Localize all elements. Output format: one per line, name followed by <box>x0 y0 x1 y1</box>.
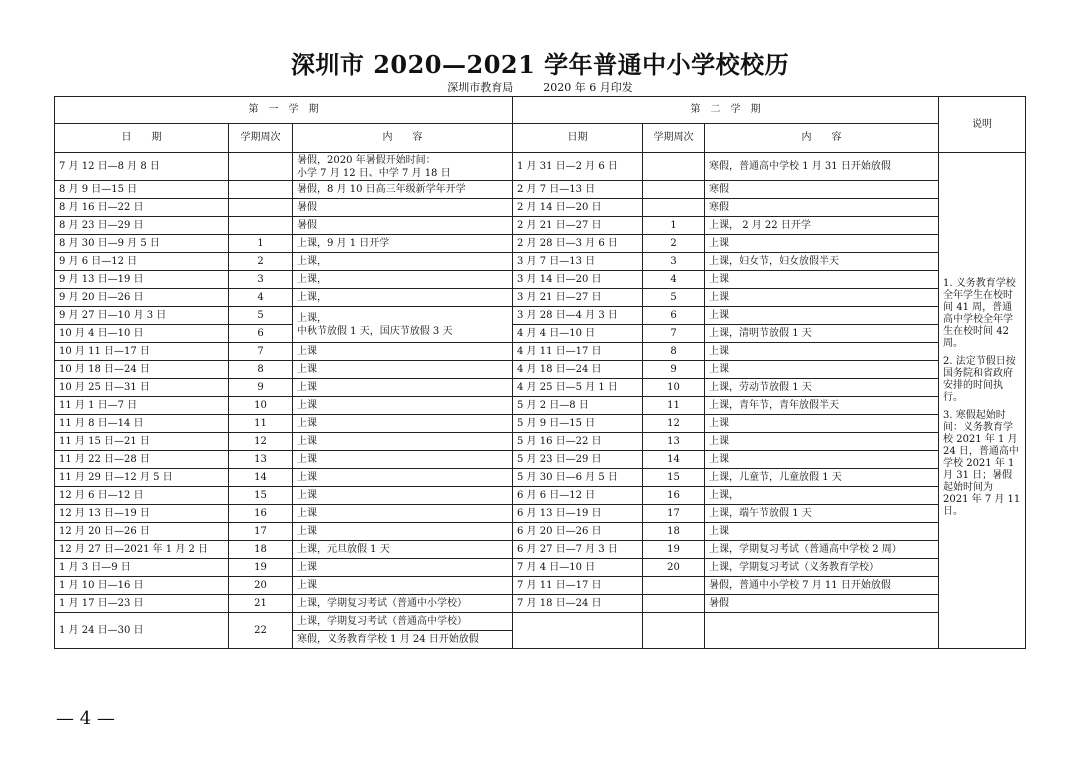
s1-content-text: 上课 <box>297 399 317 411</box>
s2-content-cell: 暑假，普通中小学校 7 月 11 日开始放假 <box>705 577 939 595</box>
s2-week-cell: 15 <box>643 469 705 487</box>
s1-date-cell: 10 月 25 日—31 日 <box>55 379 229 397</box>
table-row <box>55 595 1026 613</box>
s2-date-cell: 6 月 6 日—12 日 <box>513 487 643 505</box>
s2-week-cell: 16 <box>643 487 705 505</box>
s2-week-cell: 5 <box>643 289 705 307</box>
s1-date-cell: 9 月 27 日—10 月 3 日 <box>55 307 229 325</box>
s1-content-text: 上课，学期复习考试（普通中小学校） <box>297 597 467 609</box>
s1-content-cell <box>293 433 513 451</box>
s2-date-cell: 2 月 21 日—27 日 <box>513 217 643 235</box>
s2-week-cell <box>643 577 705 595</box>
s1-date-cell: 12 月 27 日—2021 年 1 月 2 日 <box>55 541 229 559</box>
table-row <box>55 559 1026 577</box>
notes-cell <box>939 153 1026 649</box>
s1-content-cell <box>293 379 513 397</box>
s2-week-cell: 17 <box>643 505 705 523</box>
s2-date-cell: 3 月 28 日—4 月 3 日 <box>513 307 643 325</box>
s1-week-cell: 9 <box>229 379 293 397</box>
s1-content-cell <box>293 153 513 181</box>
s2-date-cell: 3 月 21 日—27 日 <box>513 289 643 307</box>
s1-content-text: 上课，元旦放假 1 天 <box>297 543 390 555</box>
s1-week-cell <box>229 199 293 217</box>
s2-week-cell: 14 <box>643 451 705 469</box>
s1-content-text: 上课 <box>297 363 317 375</box>
s2-content-cell: 上课，学期复习考试（普通高中学校 2 周） <box>705 541 939 559</box>
table-row <box>55 153 1026 181</box>
s2-date-cell: 7 月 4 日—10 日 <box>513 559 643 577</box>
s1-content-cell <box>293 289 513 307</box>
s1-week-cell: 7 <box>229 343 293 361</box>
s2-week-cell <box>643 153 705 181</box>
table-row <box>55 397 1026 415</box>
note-paragraph: 1. 义务教育学校全年学生在校时间 41 周，普通高中学校全年学生在校时间 42 周。 <box>943 277 1016 349</box>
s2-date-cell: 6 月 13 日—19 日 <box>513 505 643 523</box>
s1-content-cell <box>293 595 513 613</box>
s2-week-cell: 13 <box>643 433 705 451</box>
s1-content-text: 上课 <box>297 345 317 357</box>
issuer-line <box>0 81 1080 95</box>
s1-content-line: 小学 7 月 12 日、中学 7 月 18 日 <box>297 167 451 179</box>
s2-content-cell: 寒假 <box>705 181 939 199</box>
table-row <box>55 451 1026 469</box>
s1-content-cell <box>293 577 513 595</box>
s1-week-cell: 14 <box>229 469 293 487</box>
s2-content-cell: 上课， <box>705 487 939 505</box>
table-row <box>55 613 1026 631</box>
s1-content-cell <box>293 451 513 469</box>
s2-date-cell: 7 月 11 日—17 日 <box>513 577 643 595</box>
s2-content-header: 内 容 <box>705 124 939 153</box>
s1-date-cell: 9 月 20 日—26 日 <box>55 289 229 307</box>
s2-week-cell: 9 <box>643 361 705 379</box>
table-row <box>55 361 1026 379</box>
s1-week-cell: 13 <box>229 451 293 469</box>
s1-content-text: 上课 <box>297 561 317 573</box>
table-row <box>55 523 1026 541</box>
s1-content-text: 上课 <box>297 579 317 591</box>
s2-content-cell: 上课 <box>705 235 939 253</box>
s1-date-cell: 1 月 24 日—30 日 <box>55 613 229 649</box>
s1-content-cell <box>293 343 513 361</box>
s1-week-cell: 19 <box>229 559 293 577</box>
s2-date-cell: 4 月 11 日—17 日 <box>513 343 643 361</box>
s1-date-cell: 12 月 20 日—26 日 <box>55 523 229 541</box>
s1-content-cell <box>293 271 513 289</box>
s1-content-cell: 寒假，义务教育学校 1 月 24 日开始放假 <box>293 631 513 649</box>
semester2-header: 第 二 学 期 <box>513 97 939 124</box>
s1-date-cell: 12 月 13 日—19 日 <box>55 505 229 523</box>
s2-week-cell: 4 <box>643 271 705 289</box>
s1-content-cell <box>293 307 513 343</box>
s1-date-cell: 1 月 10 日—16 日 <box>55 577 229 595</box>
s1-content-cell <box>293 235 513 253</box>
s1-week-cell: 20 <box>229 577 293 595</box>
s1-date-cell: 9 月 6 日—12 日 <box>55 253 229 271</box>
s1-week-cell: 8 <box>229 361 293 379</box>
s2-date-cell: 3 月 7 日—13 日 <box>513 253 643 271</box>
s1-content-text: 上课， <box>297 291 327 303</box>
s2-week-cell: 10 <box>643 379 705 397</box>
s2-content-cell: 上课 <box>705 361 939 379</box>
table-row <box>55 181 1026 199</box>
s1-date-cell: 7 月 12 日—8 月 8 日 <box>55 153 229 181</box>
s1-date-cell: 11 月 1 日—7 日 <box>55 397 229 415</box>
s1-date-cell: 9 月 13 日—19 日 <box>55 271 229 289</box>
s1-content-cell <box>293 415 513 433</box>
calendar-body <box>55 153 1026 649</box>
s1-content-text: 上课 <box>297 417 317 429</box>
s2-date-cell: 5 月 23 日—29 日 <box>513 451 643 469</box>
s1-content-cell <box>293 487 513 505</box>
s2-week-cell <box>643 613 705 649</box>
notes-header: 说明 <box>939 97 1026 153</box>
s1-content-text: 上课 <box>297 525 317 537</box>
s2-week-cell <box>643 595 705 613</box>
s1-week-cell: 1 <box>229 235 293 253</box>
s2-date-cell: 4 月 25 日—5 月 1 日 <box>513 379 643 397</box>
s1-date-cell: 11 月 15 日—21 日 <box>55 433 229 451</box>
s2-week-cell: 7 <box>643 325 705 343</box>
table-row <box>55 343 1026 361</box>
s1-content-text: 上课 <box>297 381 317 393</box>
s1-date-cell: 10 月 4 日—10 日 <box>55 325 229 343</box>
s2-week-cell <box>643 181 705 199</box>
s1-content-text: 暑假 <box>297 201 317 213</box>
s2-week-cell: 1 <box>643 217 705 235</box>
s1-week-cell: 17 <box>229 523 293 541</box>
table-row <box>55 505 1026 523</box>
table-row <box>55 217 1026 235</box>
s1-date-cell: 8 月 16 日—22 日 <box>55 199 229 217</box>
s2-date-cell: 5 月 9 日—15 日 <box>513 415 643 433</box>
s1-content-cell <box>293 559 513 577</box>
s1-content-cell <box>293 397 513 415</box>
s1-week-cell: 21 <box>229 595 293 613</box>
s1-date-cell: 10 月 11 日—17 日 <box>55 343 229 361</box>
s1-date-cell: 1 月 17 日—23 日 <box>55 595 229 613</box>
s1-week-cell: 18 <box>229 541 293 559</box>
s2-date-header: 日期 <box>513 124 643 153</box>
s1-week-cell: 2 <box>229 253 293 271</box>
s2-week-cell: 19 <box>643 541 705 559</box>
s2-content-cell: 上课，端午节放假 1 天 <box>705 505 939 523</box>
s2-week-cell <box>643 199 705 217</box>
s2-week-cell: 20 <box>643 559 705 577</box>
s1-week-cell: 5 <box>229 307 293 325</box>
s2-content-cell: 上课，青年节，青年放假半天 <box>705 397 939 415</box>
s1-content-text: 上课 <box>297 471 317 483</box>
table-row <box>55 235 1026 253</box>
s1-content-cell <box>293 217 513 235</box>
s1-date-cell: 11 月 8 日—14 日 <box>55 415 229 433</box>
s2-content-cell: 上课 <box>705 433 939 451</box>
s1-content-line: 上课， <box>297 312 327 324</box>
s1-content-text: 暑假 <box>297 219 317 231</box>
s2-date-cell: 3 月 14 日—20 日 <box>513 271 643 289</box>
s1-date-cell: 11 月 29 日—12 月 5 日 <box>55 469 229 487</box>
s2-content-cell: 上课 <box>705 415 939 433</box>
s1-content-line: 中秋节放假 1 天，国庆节放假 3 天 <box>297 325 453 337</box>
table-row <box>55 487 1026 505</box>
table-row <box>55 325 1026 343</box>
table-row <box>55 541 1026 559</box>
s2-content-cell: 上课，学期复习考试（义务教育学校） <box>705 559 939 577</box>
page-title: 深圳市 2020—2021 学年普通中小学校校历 <box>290 50 790 79</box>
note-paragraph: 3. 寒假起始时间：义务教育学校 2021 年 1 月 24 日，普通高中学校 2021 年 1 月 31 日；暑假起始时间为 2021 年 7 月 11 日。 <box>943 409 1021 517</box>
table-row <box>55 271 1026 289</box>
s1-date-cell: 10 月 18 日—24 日 <box>55 361 229 379</box>
s2-content-cell: 上课，劳动节放假 1 天 <box>705 379 939 397</box>
table-row <box>55 199 1026 217</box>
s2-content-cell: 寒假，普通高中学校 1 月 31 日开始放假 <box>705 153 939 181</box>
s1-content-cell <box>293 361 513 379</box>
note-paragraph: 2. 法定节假日按国务院和省政府安排的时间执行。 <box>943 355 1016 403</box>
s1-week-header: 学期周次 <box>229 124 293 153</box>
s1-week-cell: 16 <box>229 505 293 523</box>
s1-date-cell: 1 月 3 日—9 日 <box>55 559 229 577</box>
s1-content-cell <box>293 469 513 487</box>
s1-week-cell: 11 <box>229 415 293 433</box>
s1-content-text: 暑假，8 月 10 日高三年级新学年开学 <box>297 183 466 195</box>
s1-week-cell: 3 <box>229 271 293 289</box>
s1-content-cell <box>293 505 513 523</box>
s2-date-cell: 6 月 20 日—26 日 <box>513 523 643 541</box>
s2-week-cell: 3 <box>643 253 705 271</box>
s2-week-cell: 11 <box>643 397 705 415</box>
s1-week-cell: 22 <box>229 613 293 649</box>
s2-content-cell: 上课 <box>705 343 939 361</box>
s1-date-cell: 8 月 9 日—15 日 <box>55 181 229 199</box>
s1-content-cell <box>293 181 513 199</box>
s2-week-cell: 2 <box>643 235 705 253</box>
s1-week-cell <box>229 153 293 181</box>
s1-content-text: 上课 <box>297 489 317 501</box>
s2-week-cell: 8 <box>643 343 705 361</box>
s1-week-cell: 6 <box>229 325 293 343</box>
s2-date-cell: 6 月 27 日—7 月 3 日 <box>513 541 643 559</box>
table-row <box>55 253 1026 271</box>
page-number: — 4 — <box>56 708 115 729</box>
s2-week-cell: 6 <box>643 307 705 325</box>
s2-content-cell <box>705 613 939 649</box>
s2-date-cell: 4 月 18 日—24 日 <box>513 361 643 379</box>
s1-week-cell <box>229 181 293 199</box>
s2-date-cell: 5 月 30 日—6 月 5 日 <box>513 469 643 487</box>
s2-date-cell: 4 月 4 日—10 日 <box>513 325 643 343</box>
s2-date-cell <box>513 613 643 649</box>
s1-content-line: 暑假，2020 年暑假开始时间： <box>297 154 436 166</box>
s2-content-cell: 上课， 2 月 22 日开学 <box>705 217 939 235</box>
s1-date-cell: 8 月 23 日—29 日 <box>55 217 229 235</box>
s2-date-cell: 5 月 16 日—22 日 <box>513 433 643 451</box>
s2-content-cell: 上课 <box>705 289 939 307</box>
s2-date-cell: 2 月 14 日—20 日 <box>513 199 643 217</box>
issue-date: 2020 年 6 月印发 <box>543 81 633 94</box>
s2-content-cell: 上课，妇女节，妇女放假半天 <box>705 253 939 271</box>
s1-content-text: 上课， <box>297 273 327 285</box>
s1-week-cell <box>229 217 293 235</box>
s1-date-cell: 11 月 22 日—28 日 <box>55 451 229 469</box>
s2-week-header: 学期周次 <box>643 124 705 153</box>
s1-date-cell: 12 月 6 日—12 日 <box>55 487 229 505</box>
s2-week-cell: 18 <box>643 523 705 541</box>
s2-content-cell: 上课，清明节放假 1 天 <box>705 325 939 343</box>
s2-date-cell: 1 月 31 日—2 月 6 日 <box>513 153 643 181</box>
s1-content-cell <box>293 523 513 541</box>
table-row <box>55 307 1026 325</box>
semester1-header: 第 一 学 期 <box>55 97 513 124</box>
s1-date-cell: 8 月 30 日—9 月 5 日 <box>55 235 229 253</box>
s2-date-cell: 2 月 28 日—3 月 6 日 <box>513 235 643 253</box>
table-row <box>55 379 1026 397</box>
s1-date-header: 日 期 <box>55 124 229 153</box>
s1-content-text: 上课，学期复习考试（普通高中学校） <box>297 615 467 627</box>
s2-content-cell: 上课 <box>705 451 939 469</box>
s1-content-cell <box>293 613 513 631</box>
table-row <box>55 433 1026 451</box>
s2-date-cell: 2 月 7 日—13 日 <box>513 181 643 199</box>
s2-content-cell: 寒假 <box>705 199 939 217</box>
s2-content-cell: 上课 <box>705 307 939 325</box>
s1-week-cell: 10 <box>229 397 293 415</box>
s1-content-text: 上课 <box>297 435 317 447</box>
table-row <box>55 577 1026 595</box>
s2-date-cell: 7 月 18 日—24 日 <box>513 595 643 613</box>
s1-content-text: 上课 <box>297 507 317 519</box>
s2-content-cell: 上课，儿童节，儿童放假 1 天 <box>705 469 939 487</box>
s1-week-cell: 15 <box>229 487 293 505</box>
s1-content-text: 上课， <box>297 255 327 267</box>
s1-content-text: 上课，9 月 1 日开学 <box>297 237 390 249</box>
s2-content-cell: 上课 <box>705 523 939 541</box>
school-calendar-table <box>54 96 1026 649</box>
s2-content-cell: 上课 <box>705 271 939 289</box>
s1-content-text: 上课 <box>297 453 317 465</box>
s1-content-cell <box>293 199 513 217</box>
s1-content-cell <box>293 541 513 559</box>
issuer: 深圳市教育局 <box>447 81 514 94</box>
s1-content-header: 内 容 <box>293 124 513 153</box>
s2-content-cell: 暑假 <box>705 595 939 613</box>
s1-week-cell: 4 <box>229 289 293 307</box>
s1-week-cell: 12 <box>229 433 293 451</box>
s1-content-cell <box>293 253 513 271</box>
s2-date-cell: 5 月 2 日—8 日 <box>513 397 643 415</box>
table-row <box>55 469 1026 487</box>
s2-week-cell: 12 <box>643 415 705 433</box>
table-row <box>55 289 1026 307</box>
table-row <box>55 415 1026 433</box>
